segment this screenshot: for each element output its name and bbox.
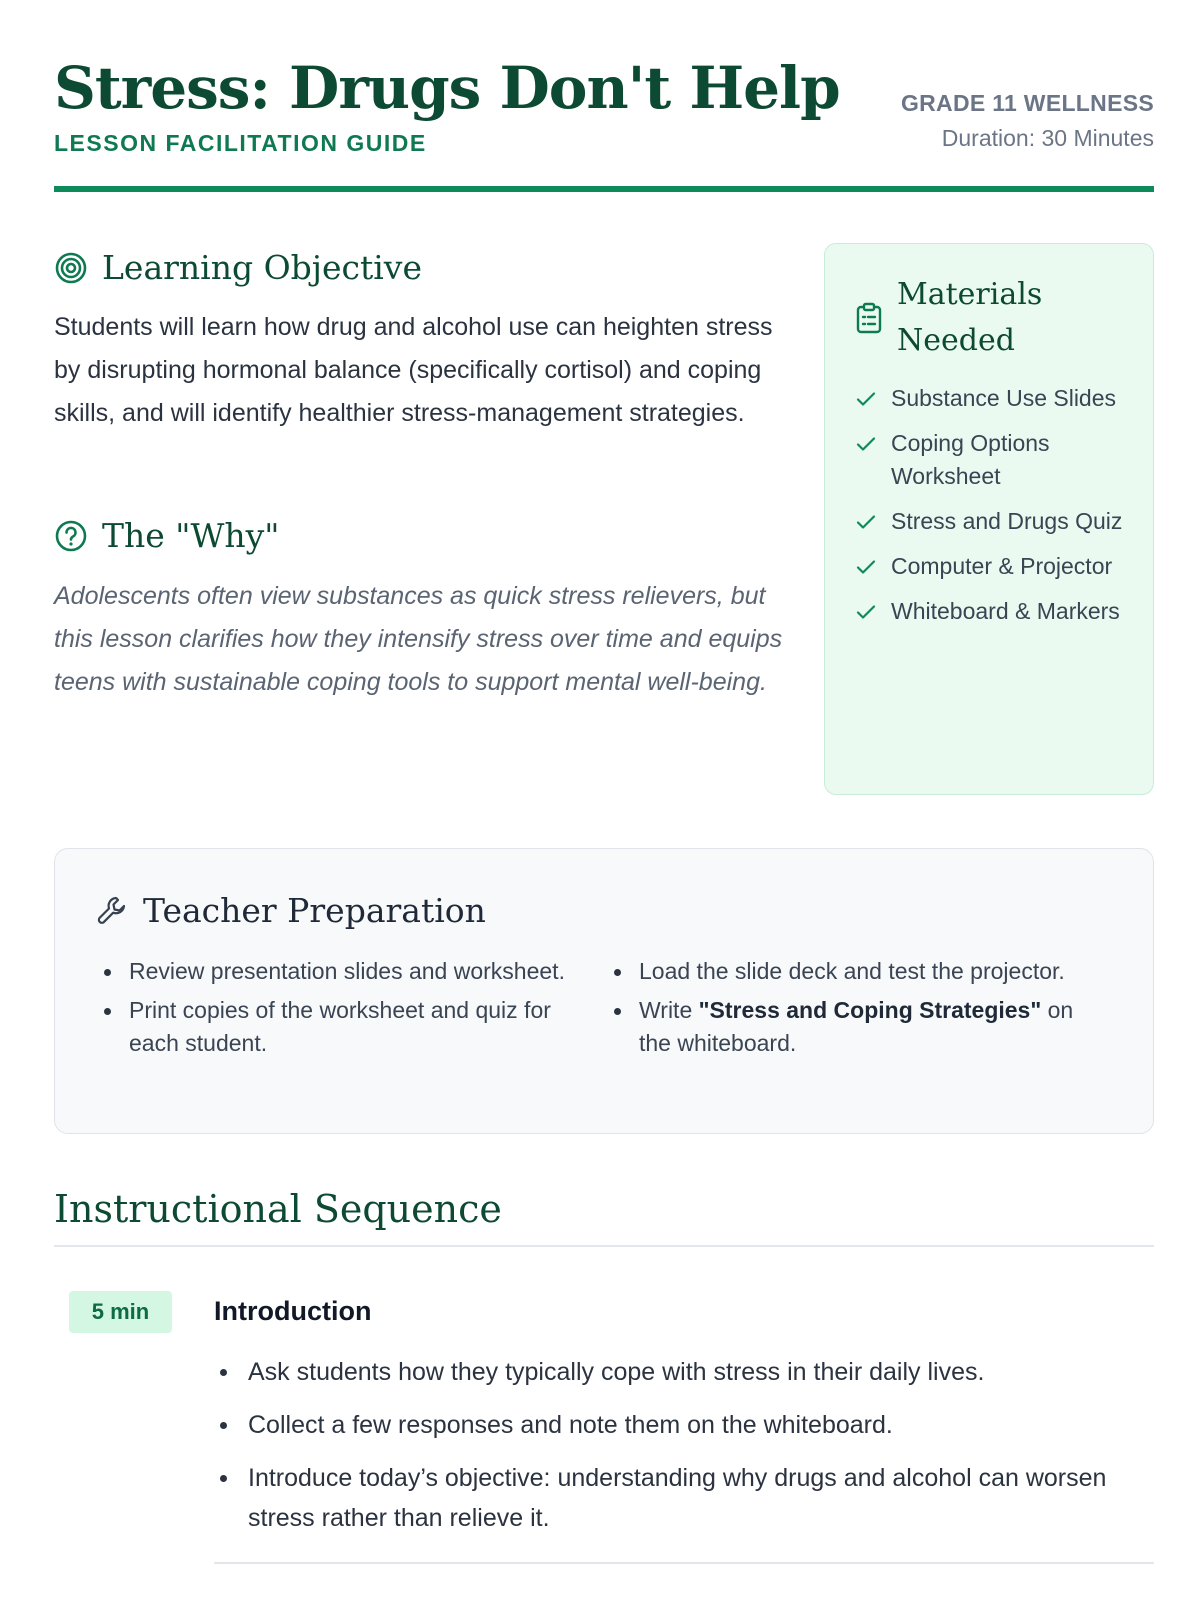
- page-subtitle: LESSON FACILITATION GUIDE: [54, 130, 427, 156]
- materials-item-label: Computer & Projector: [891, 553, 1113, 579]
- materials-item-label: Whiteboard & Markers: [891, 598, 1120, 624]
- materials-item: [855, 382, 1135, 415]
- step-item: Ask students how they typically cope with stress in their daily lives.: [214, 1352, 1154, 1392]
- materials-list: [855, 382, 1135, 640]
- target-icon: [54, 251, 88, 285]
- check-icon: [855, 556, 877, 578]
- check-icon: [855, 601, 877, 623]
- step-title: Introduction: [214, 1296, 372, 1326]
- step-divider: [214, 1562, 1154, 1564]
- clipboard-icon: [855, 302, 883, 334]
- sequence-title: Instructional Sequence: [54, 1187, 502, 1231]
- materials-item-label: Stress and Drugs Quiz: [891, 508, 1123, 534]
- page-header: [54, 52, 1154, 192]
- prep-title: Teacher Preparation: [143, 891, 486, 930]
- prep-item-prefix: Write: [639, 997, 699, 1023]
- why-heading: [54, 516, 279, 555]
- prep-list-right: [611, 955, 1081, 1066]
- duration-label: Duration: 30 Minutes: [941, 125, 1154, 151]
- objective-heading: [54, 248, 422, 287]
- materials-item-label: Substance Use Slides: [891, 385, 1117, 411]
- prep-list-left: [101, 955, 571, 1066]
- materials-card: [824, 243, 1154, 795]
- materials-item-label: Coping Options Worksheet: [891, 430, 1050, 489]
- materials-title: Materials Needed: [897, 277, 1043, 358]
- prep-item: Review presentation slides and worksheet.: [101, 955, 571, 988]
- step-item: Introduce today’s objective: understanding why drugs and alcohol can worsen stress rather than relieve it.: [214, 1458, 1154, 1538]
- objective-text: Students will learn how drug and alcohol use can heighten stress by disrupting hormonal balance (specifically cortisol) and coping skills, and will identify healthier stress-management strategies.: [54, 313, 773, 427]
- prep-item-emphasis: "Stress and Coping Strategies": [698, 997, 1042, 1023]
- prep-item-suffix: on the whiteboard.: [639, 997, 1074, 1056]
- grade-label: GRADE 11 WELLNESS: [900, 90, 1154, 116]
- step-item: Collect a few responses and note them on the whiteboard.: [214, 1405, 1154, 1445]
- prep-item: Print copies of the worksheet and quiz for each student.: [101, 994, 571, 1060]
- lesson-page: [54, 0, 1154, 1600]
- materials-item: [855, 595, 1135, 628]
- check-icon: [855, 511, 877, 533]
- wrench-icon: [95, 894, 129, 928]
- why-text: Adolescents often view substances as quick stress relievers, but this lesson clarifies how they intensify stress over time and equips teens with sustainable coping tools to support mental well-being.: [54, 582, 783, 696]
- why-title: The "Why": [102, 516, 280, 555]
- page-title: Stress: Drugs Don't Help: [54, 54, 840, 122]
- materials-item: [855, 427, 1135, 493]
- sequence-divider: [54, 1245, 1154, 1247]
- objective-title: Learning Objective: [102, 248, 422, 287]
- prep-heading: [95, 891, 486, 930]
- materials-heading: [855, 272, 1097, 364]
- prep-item: [611, 994, 1081, 1060]
- materials-item: [855, 505, 1135, 538]
- prep-item: Load the slide deck and test the projector.: [611, 955, 1081, 988]
- lesson-meta: [901, 90, 1154, 152]
- check-icon: [855, 388, 877, 410]
- teacher-prep-card: [54, 848, 1154, 1134]
- step-list: [214, 1352, 1154, 1551]
- question-circle-icon: [54, 519, 88, 553]
- materials-item: [855, 550, 1135, 583]
- check-icon: [855, 433, 877, 455]
- time-badge: 5 min: [69, 1291, 172, 1333]
